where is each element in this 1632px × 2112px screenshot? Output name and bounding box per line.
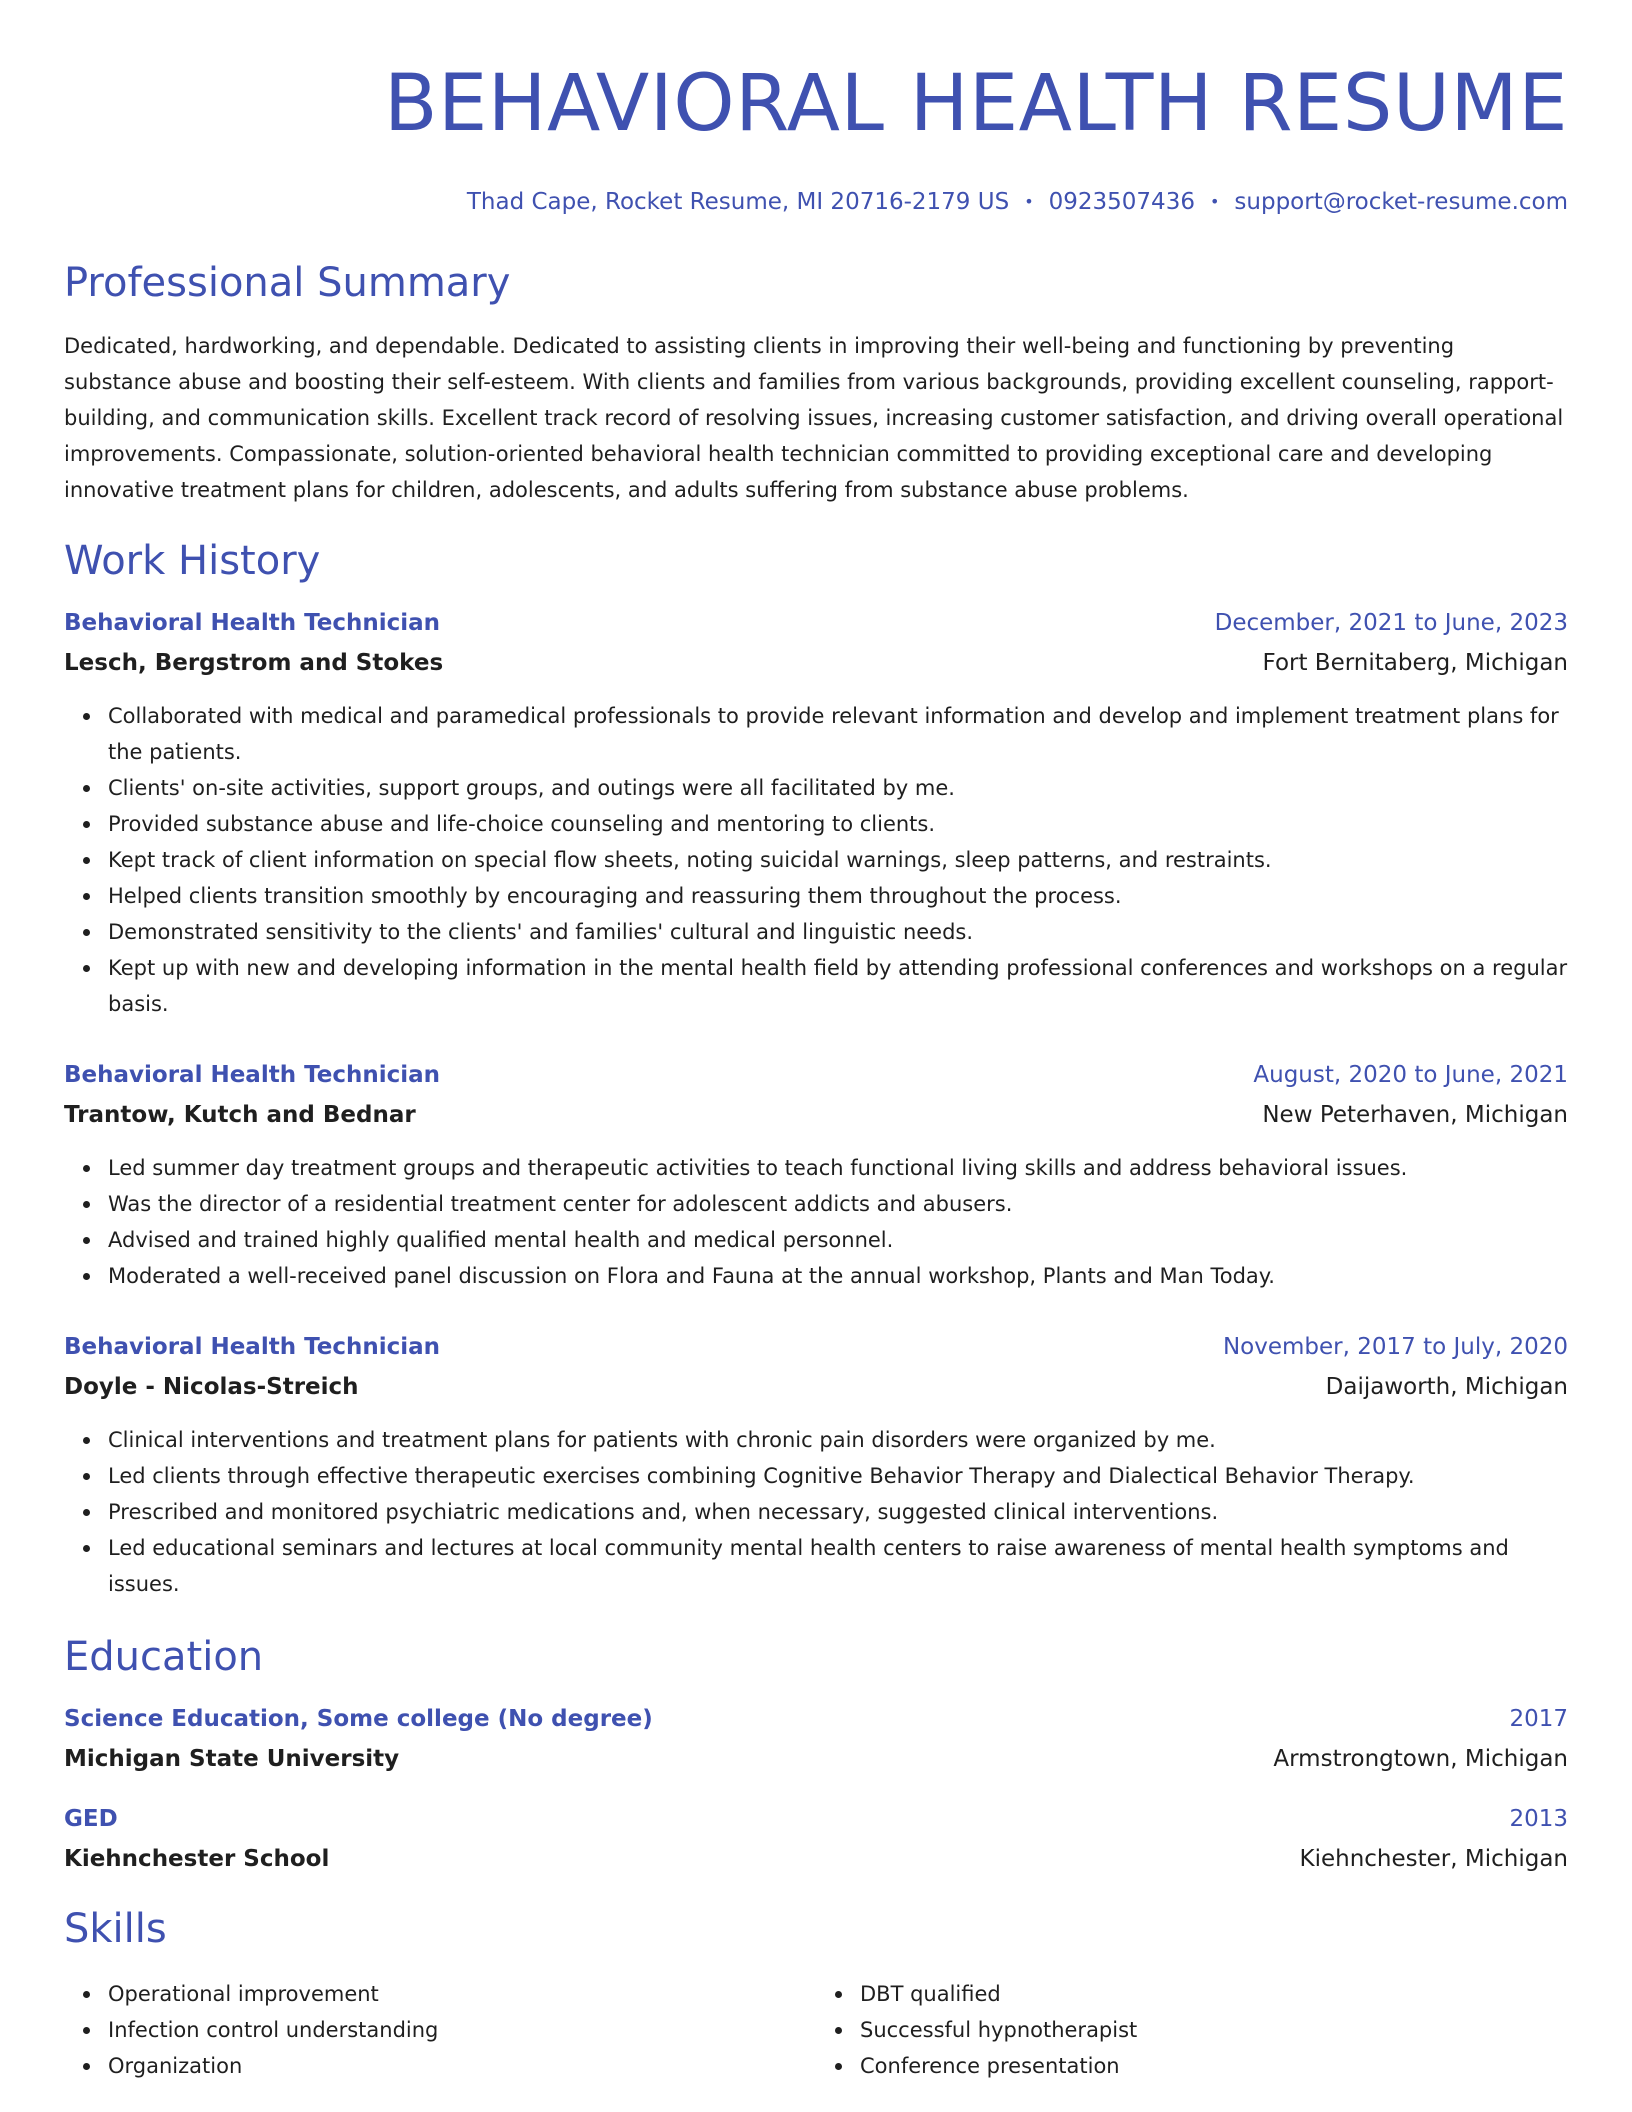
- job-company: Trantow, Kutch and Bednar: [64, 1102, 416, 1128]
- job-bullets: [64, 698, 1568, 1022]
- education-school: Kiehnchester School: [64, 1846, 330, 1872]
- section-title-education: Education: [64, 1634, 264, 1680]
- resume-title: BEHAVIORAL HEALTH RESUME: [384, 59, 1568, 149]
- bullet-item: Kept track of client information on special flow sheets, noting suicidal warnings, sleep patterns, and restraints.: [108, 842, 1568, 878]
- contact-separator: •: [1024, 192, 1034, 211]
- education-degree: GED: [64, 1806, 118, 1832]
- skills-list: [816, 1976, 1568, 2084]
- job-location: Fort Bernitaberg, Michigan: [1262, 650, 1568, 676]
- section-title-work-history: Work History: [64, 538, 321, 584]
- job-entry: [64, 1332, 1568, 1602]
- skill-item: Operational improvement: [108, 1976, 816, 2012]
- skill-item: Infection control understanding: [108, 2012, 816, 2048]
- job-location: New Peterhaven, Michigan: [1262, 1102, 1568, 1128]
- section-title-skills: Skills: [64, 1906, 167, 1952]
- bullet-item: Led summer day treatment groups and therapeutic activities to teach functional living skills and address behavioral issues.: [108, 1150, 1568, 1186]
- skill-item: Organization: [108, 2048, 816, 2084]
- skills-grid: [64, 1976, 1568, 2084]
- education-school: Michigan State University: [64, 1746, 400, 1772]
- education-location: Armstrongtown, Michigan: [1273, 1746, 1568, 1772]
- job-company: Lesch, Bergstrom and Stokes: [64, 650, 444, 676]
- job-dates: December, 2021 to June, 2023: [1214, 610, 1568, 636]
- bullet-item: Led clients through effective therapeutic exercises combining Cognitive Behavior Therapy and Dialectical Behavior Therapy.: [108, 1458, 1568, 1494]
- education-degree: Science Education, Some college (No degree): [64, 1706, 653, 1732]
- education-year: 2013: [1509, 1806, 1568, 1832]
- job-dates: August, 2020 to June, 2021: [1253, 1062, 1568, 1088]
- job-entry: [64, 608, 1568, 1022]
- bullet-item: Led educational seminars and lectures at local community mental health centers to raise awareness of mental health symptoms and issues.: [108, 1530, 1568, 1602]
- job-entry: [64, 1060, 1568, 1294]
- bullet-item: Kept up with new and developing information in the mental health field by attending professional conferences and workshops on a regular basis.: [108, 950, 1568, 1022]
- bullet-item: Demonstrated sensitivity to the clients' and families' cultural and linguistic needs.: [108, 914, 1568, 950]
- contact-line: [64, 188, 1568, 216]
- skills-column-left: [64, 1976, 816, 2084]
- skill-item: Conference presentation: [860, 2048, 1568, 2084]
- bullet-item: Advised and trained highly qualified mental health and medical personnel.: [108, 1222, 1568, 1258]
- bullet-item: Clinical interventions and treatment plans for patients with chronic pain disorders were organized by me.: [108, 1422, 1568, 1458]
- contact-email: support@rocket-resume.com: [1234, 189, 1568, 215]
- bullet-item: Provided substance abuse and life-choice counseling and mentoring to clients.: [108, 806, 1568, 842]
- job-title: Behavioral Health Technician: [64, 1334, 440, 1360]
- education-entry: [64, 1804, 1568, 1874]
- bullet-item: Clients' on-site activities, support groups, and outings were all facilitated by me.: [108, 770, 1568, 806]
- job-bullets: [64, 1150, 1568, 1294]
- job-title: Behavioral Health Technician: [64, 610, 440, 636]
- contact-address: Thad Cape, Rocket Resume, MI 20716-2179 US: [466, 189, 1010, 215]
- job-dates: November, 2017 to July, 2020: [1222, 1334, 1568, 1360]
- skill-item: Successful hypnotherapist: [860, 2012, 1568, 2048]
- bullet-item: Collaborated with medical and paramedical professionals to provide relevant information and develop and implement treatment plans for the patients.: [108, 698, 1568, 770]
- summary-text: Dedicated, hardworking, and dependable. Dedicated to assisting clients in improving their well-being and functioning by preventing substance abuse and boosting their self-esteem. With clients and families from various backgrounds, providing excellent counseling, rapport-building, and communication skills. Excellent track record of resolving issues, increasing customer satisfaction, and driving overall operational improvements. Compassionate, solution-oriented behavioral health technician committed to providing exceptional care and developing innovative treatment plans for children, adolescents, and adults suffering from substance abuse problems.: [64, 334, 1564, 502]
- bullet-item: Moderated a well-received panel discussion on Flora and Fauna at the annual workshop, Plants and Man Today.: [108, 1258, 1568, 1294]
- bullet-item: Was the director of a residential treatment center for adolescent addicts and abusers.: [108, 1186, 1568, 1222]
- education-location: Kiehnchester, Michigan: [1299, 1846, 1568, 1872]
- contact-phone: 0923507436: [1048, 189, 1195, 215]
- education-year: 2017: [1509, 1706, 1568, 1732]
- bullet-item: Helped clients transition smoothly by encouraging and reassuring them throughout the process.: [108, 878, 1568, 914]
- skills-list: [64, 1976, 816, 2084]
- bullet-item: Prescribed and monitored psychiatric medications and, when necessary, suggested clinical interventions.: [108, 1494, 1568, 1530]
- job-title: Behavioral Health Technician: [64, 1062, 440, 1088]
- skill-item: DBT qualified: [860, 1976, 1568, 2012]
- education-entry: [64, 1704, 1568, 1774]
- job-bullets: [64, 1422, 1568, 1602]
- section-title-summary: Professional Summary: [64, 260, 511, 306]
- skills-column-right: [816, 1976, 1568, 2084]
- contact-separator: •: [1209, 192, 1220, 211]
- job-location: Daijaworth, Michigan: [1325, 1374, 1568, 1400]
- job-company: Doyle - Nicolas-Streich: [64, 1374, 359, 1400]
